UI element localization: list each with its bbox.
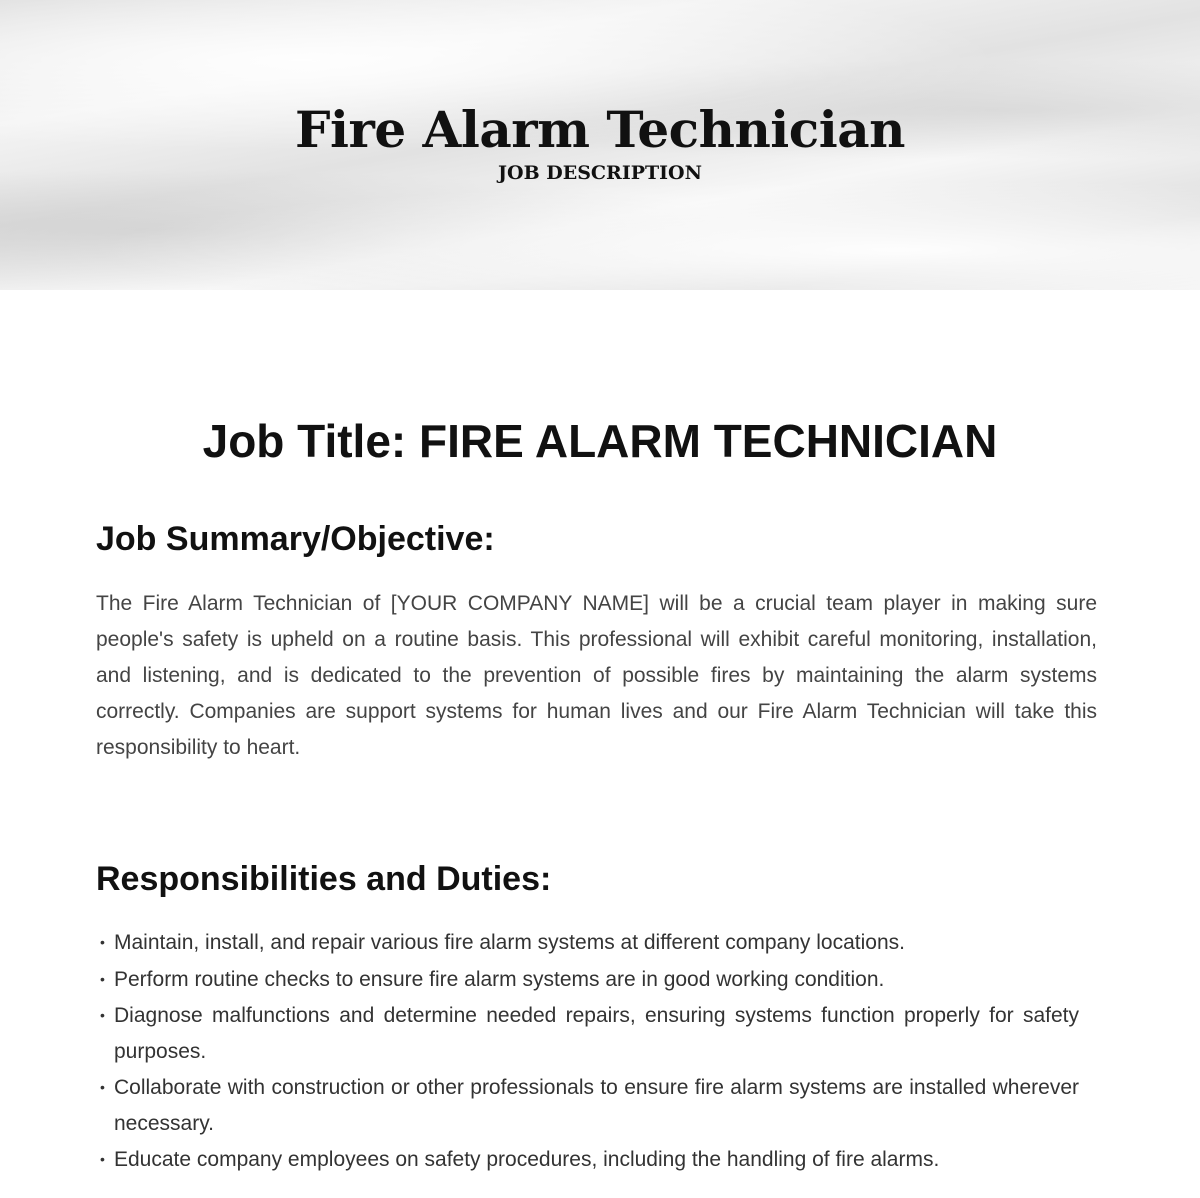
summary-heading: Job Summary/Objective:: [96, 520, 495, 558]
document-subtitle: JOB DESCRIPTION: [498, 162, 702, 184]
document-title: Fire Alarm Technician: [294, 100, 905, 159]
summary-text: The Fire Alarm Technician of [YOUR COMPANY NAME] will be a crucial team player in making sure people's safety is upheld on a routine basis. This professional will exhibit careful monitoring, installation, and listening, and is dedicated to the prevention of possible fires by maintaining the alarm systems correctly. Companies are support systems for human lives and our Fire Alarm Technician will take this responsibility to heart.: [96, 592, 1097, 759]
responsibilities-list: [96, 925, 1079, 1179]
bullet-icon: •: [100, 1007, 105, 1023]
bullet-icon: •: [100, 1079, 105, 1095]
list-item-text: Diagnose malfunctions and determine needed repairs, ensuring systems function properly for safety purposes.: [114, 1004, 1079, 1063]
job-title: Job Title: FIRE ALARM TECHNICIAN: [202, 415, 998, 467]
list-item-text: Collaborate with construction or other professionals to ensure fire alarm systems are installed wherever necessary.: [114, 1076, 1079, 1135]
list-item: [96, 998, 1079, 1069]
list-item: [96, 925, 1079, 961]
header-banner: [0, 0, 1200, 290]
list-item: [96, 1070, 1079, 1141]
list-item-text: Educate company employees on safety procedures, including the handling of fire alarms.: [114, 1148, 940, 1171]
list-item: [96, 962, 1079, 998]
bullet-icon: •: [100, 1151, 105, 1167]
responsibilities-heading: Responsibilities and Duties:: [96, 860, 552, 898]
bullet-icon: •: [100, 934, 105, 950]
bullet-icon: •: [100, 970, 105, 987]
list-item-text: Maintain, install, and repair various fire alarm systems at different company locations.: [114, 931, 905, 954]
list-item-text: Perform routine checks to ensure fire alarm systems are in good working condition.: [114, 967, 885, 991]
list-item: [96, 1142, 1079, 1178]
